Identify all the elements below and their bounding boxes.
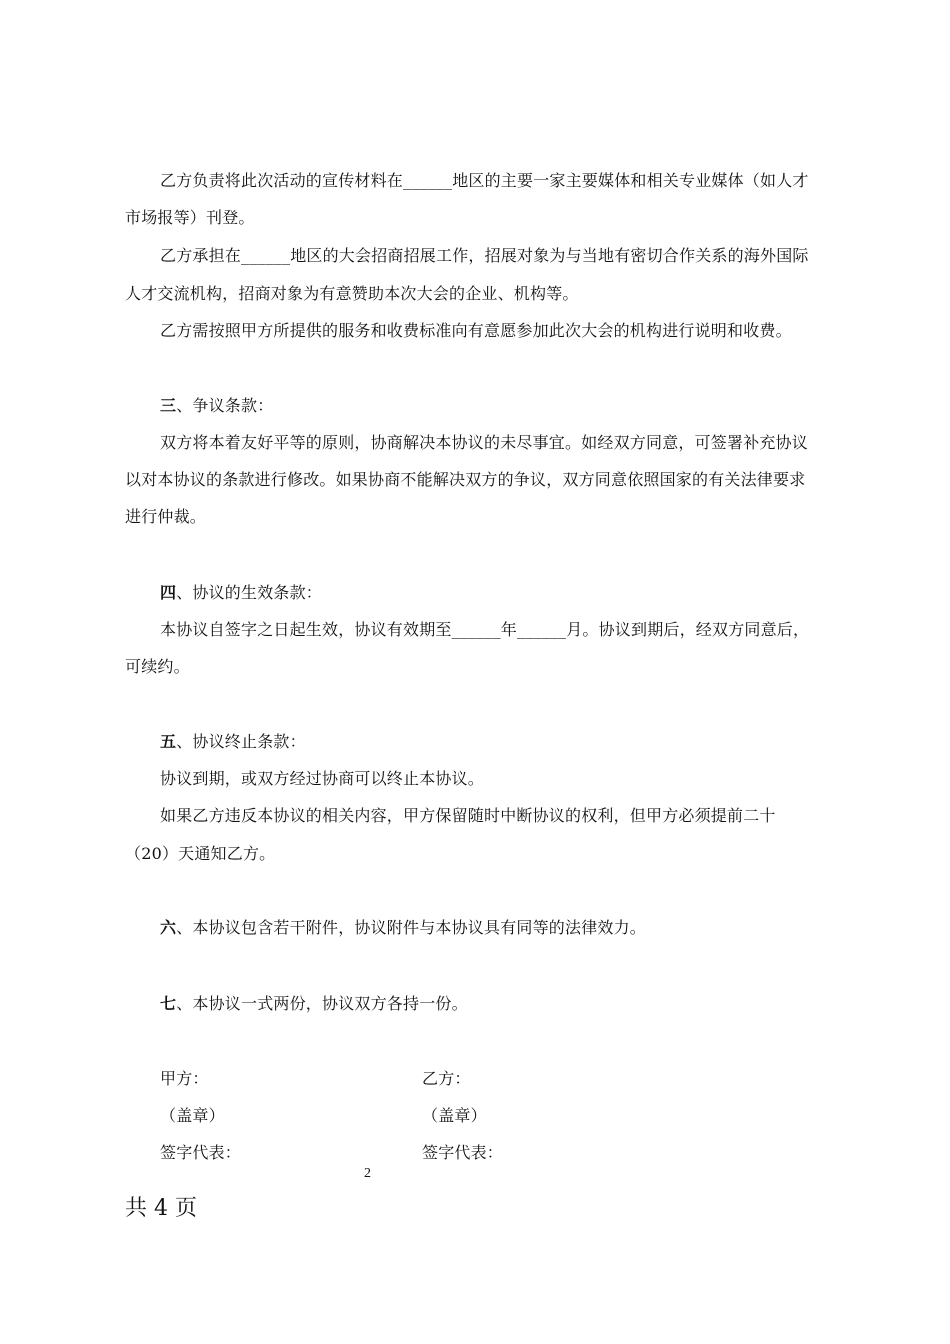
paragraph-line: 可续约。 [125, 657, 190, 676]
heading-number: 五 [160, 732, 177, 751]
heading-text: 、争议条款： [176, 396, 274, 415]
heading-text: 、协议的生效条款： [176, 583, 323, 602]
section-copies [160, 993, 468, 1015]
paragraph-line: 进行仲裁。 [125, 507, 207, 526]
paragraph-line: 乙方承担在______地区的大会招商招展工作，招展对象为与当地有密切合作关系的海外国际 [160, 246, 809, 265]
paragraph-line: 人才交流机构，招商对象为有意赞助本次大会的企业、机构等。 [125, 284, 579, 303]
party-a-seal: （盖章） [160, 1106, 225, 1125]
page-number: 2 [364, 1166, 371, 1181]
paragraph-line: 以对本协议的条款进行修改。如果协商不能解决双方的争议，双方同意依照国家的有关法律要求 [125, 470, 806, 489]
heading-number: 四 [160, 583, 177, 602]
heading-number: 六 [160, 918, 177, 937]
section-heading-effective [160, 582, 322, 604]
paragraph-line: 乙方需按照甲方所提供的服务和收费标准向有意愿参加此次大会的机构进行说明和收费。 [160, 321, 792, 340]
paragraph-line: 双方将本着友好平等的原则，协商解决本协议的未尽事宜。如经双方同意，可签署补充协议 [160, 433, 809, 452]
paragraph-line: 协议到期，或双方经过协商可以终止本协议。 [160, 769, 485, 788]
heading-text: 、本协议包含若干附件，协议附件与本协议具有同等的法律效力。 [176, 918, 647, 937]
heading-number: 七 [160, 994, 177, 1013]
heading-number: 三 [160, 396, 177, 415]
paragraph-line: 乙方负责将此次活动的宣传材料在______地区的主要一家主要媒体和相关专业媒体（如人才 [160, 171, 809, 190]
total-pages: 共 4 页 [125, 1196, 197, 1221]
paragraph-line: 本协议自签字之日起生效，协议有效期至______年______月。协议到期后，经双方同意后， [160, 620, 810, 639]
heading-text: 、本协议一式两份，协议双方各持一份。 [176, 994, 468, 1013]
party-a-representative: 签字代表： [160, 1143, 242, 1162]
party-b-representative: 签字代表： [422, 1143, 504, 1162]
heading-text: 、协议终止条款： [176, 732, 306, 751]
party-b-seal: （盖章） [422, 1106, 487, 1125]
party-a-label: 甲方： [160, 1069, 209, 1088]
section-heading-termination [160, 731, 306, 753]
paragraph-line: 市场报等）刊登。 [125, 208, 255, 227]
paragraph-line: （20）天通知乙方。 [125, 844, 276, 863]
paragraph-line: 如果乙方违反本协议的相关内容，甲方保留随时中断协议的权利，但甲方必须提前二十 [160, 806, 776, 825]
section-attachments [160, 917, 646, 939]
section-heading-dispute [160, 395, 273, 417]
party-b-label: 乙方： [422, 1069, 471, 1088]
